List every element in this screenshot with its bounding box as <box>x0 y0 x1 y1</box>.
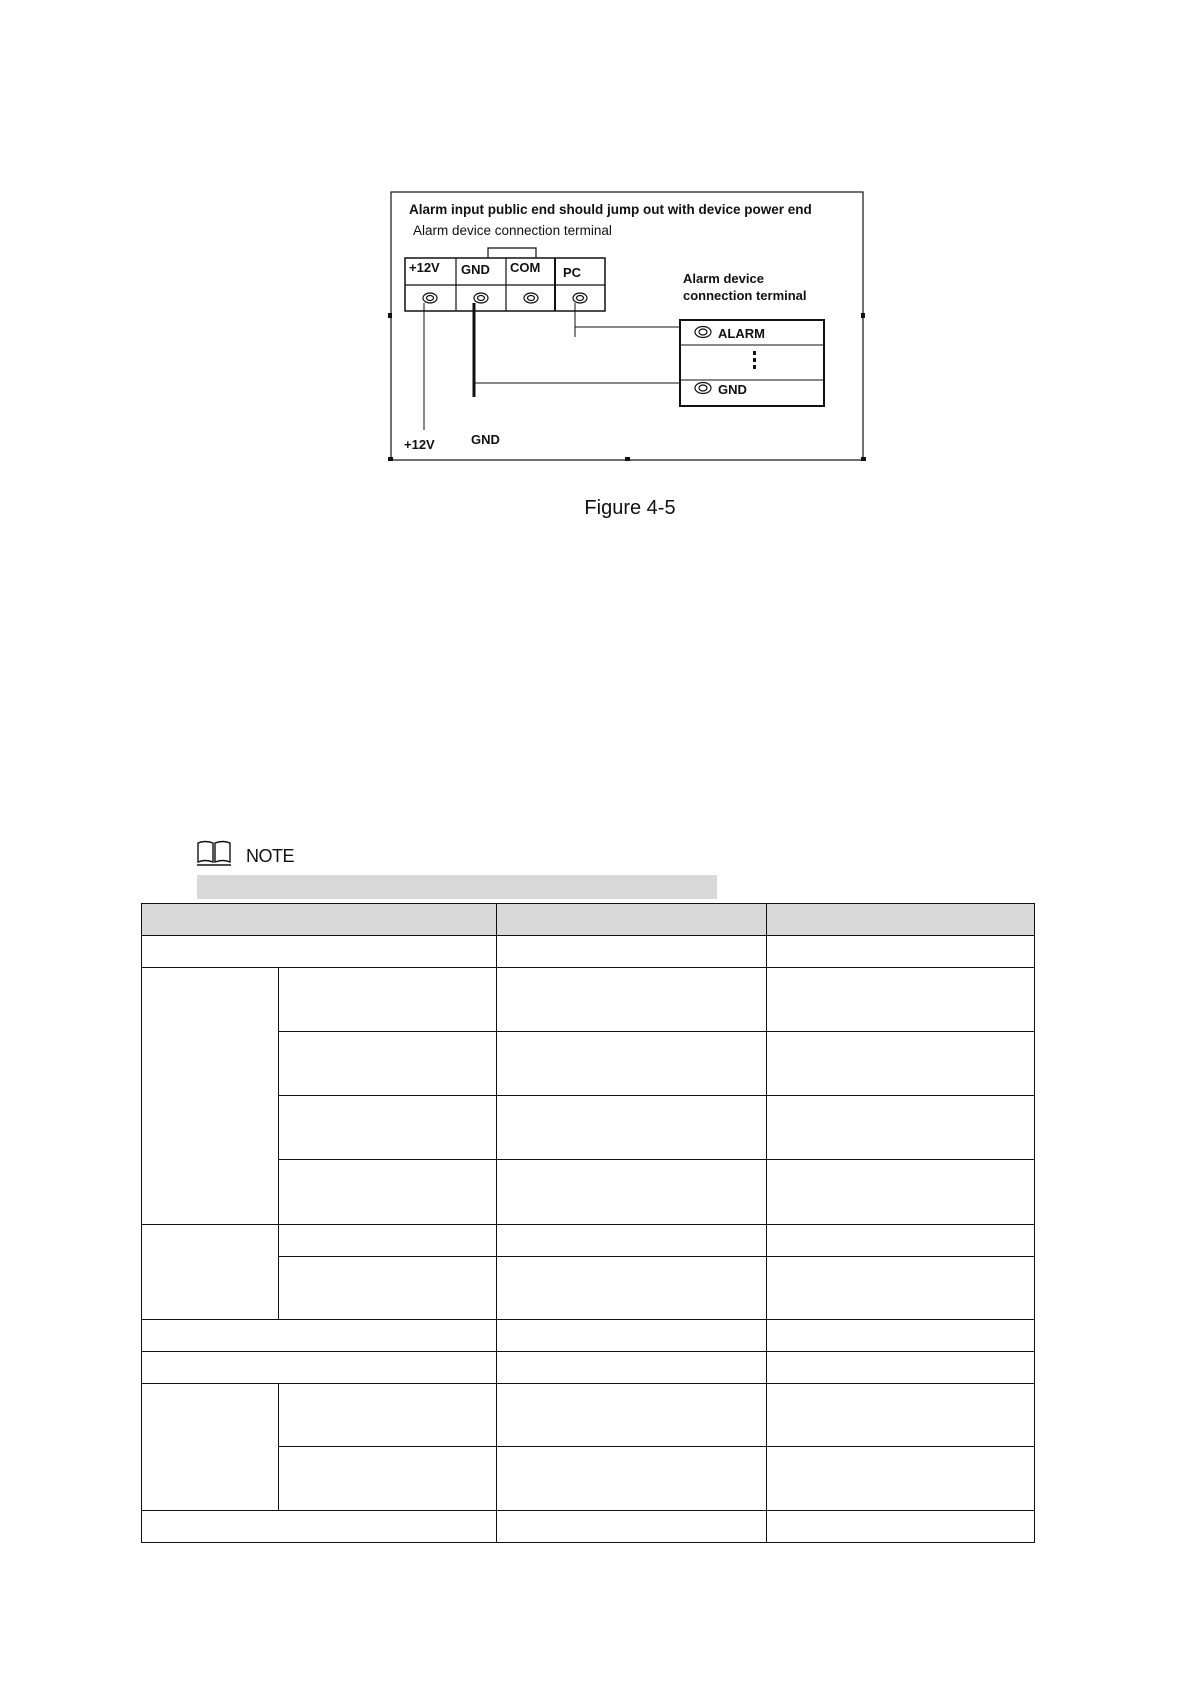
book-icon <box>196 840 232 866</box>
device-alarm-label: ALARM <box>718 326 765 341</box>
terminal-label-pc: PC <box>563 265 582 280</box>
table-subrow-line <box>278 1256 1035 1257</box>
table-border-right <box>1034 903 1035 1543</box>
table-col-divider-3 <box>766 903 767 1543</box>
table-border-left <box>141 903 142 1543</box>
table-row-line <box>141 1319 1035 1320</box>
note-highlight-bar <box>197 875 717 899</box>
device-gnd-label: GND <box>718 382 747 397</box>
figure-caption: Figure 4-5 <box>584 497 676 519</box>
diagram-header-line2: Alarm device connection terminal <box>413 223 612 238</box>
table-subrow-line <box>278 1446 1035 1447</box>
table-subrow-line <box>278 1031 1035 1032</box>
spec-table <box>141 903 1035 1543</box>
table-row-line <box>141 935 1035 936</box>
table-row-line <box>141 1510 1035 1511</box>
note-label: NOTE <box>246 846 295 866</box>
table-row-line <box>141 1542 1035 1543</box>
table-subrow-line <box>278 1159 1035 1160</box>
table-header-row <box>141 903 1035 935</box>
table-row-line <box>141 1224 1035 1225</box>
terminal-label-com: COM <box>510 260 541 275</box>
table-subcol-divider <box>278 1384 279 1511</box>
device-block-title: Alarm device connection terminal <box>683 271 807 303</box>
alarm-wiring-diagram <box>388 190 867 462</box>
diagram-header-line1: Alarm input public end should jump out with device power end <box>409 202 812 217</box>
table-subrow-line <box>278 1095 1035 1096</box>
table-row-line <box>141 967 1035 968</box>
table-subcol-divider <box>278 1224 279 1319</box>
bottom-label-gnd: GND <box>471 432 500 447</box>
table-row-line <box>141 1383 1035 1384</box>
terminal-label-gnd: GND <box>461 262 490 277</box>
bottom-label-12v: +12V <box>404 437 435 452</box>
table-subcol-divider <box>278 968 279 1224</box>
table-row-line <box>141 903 1035 904</box>
terminal-label-12v: +12V <box>409 260 440 275</box>
table-col-divider-2 <box>496 903 497 1543</box>
table-row-line <box>141 1351 1035 1352</box>
